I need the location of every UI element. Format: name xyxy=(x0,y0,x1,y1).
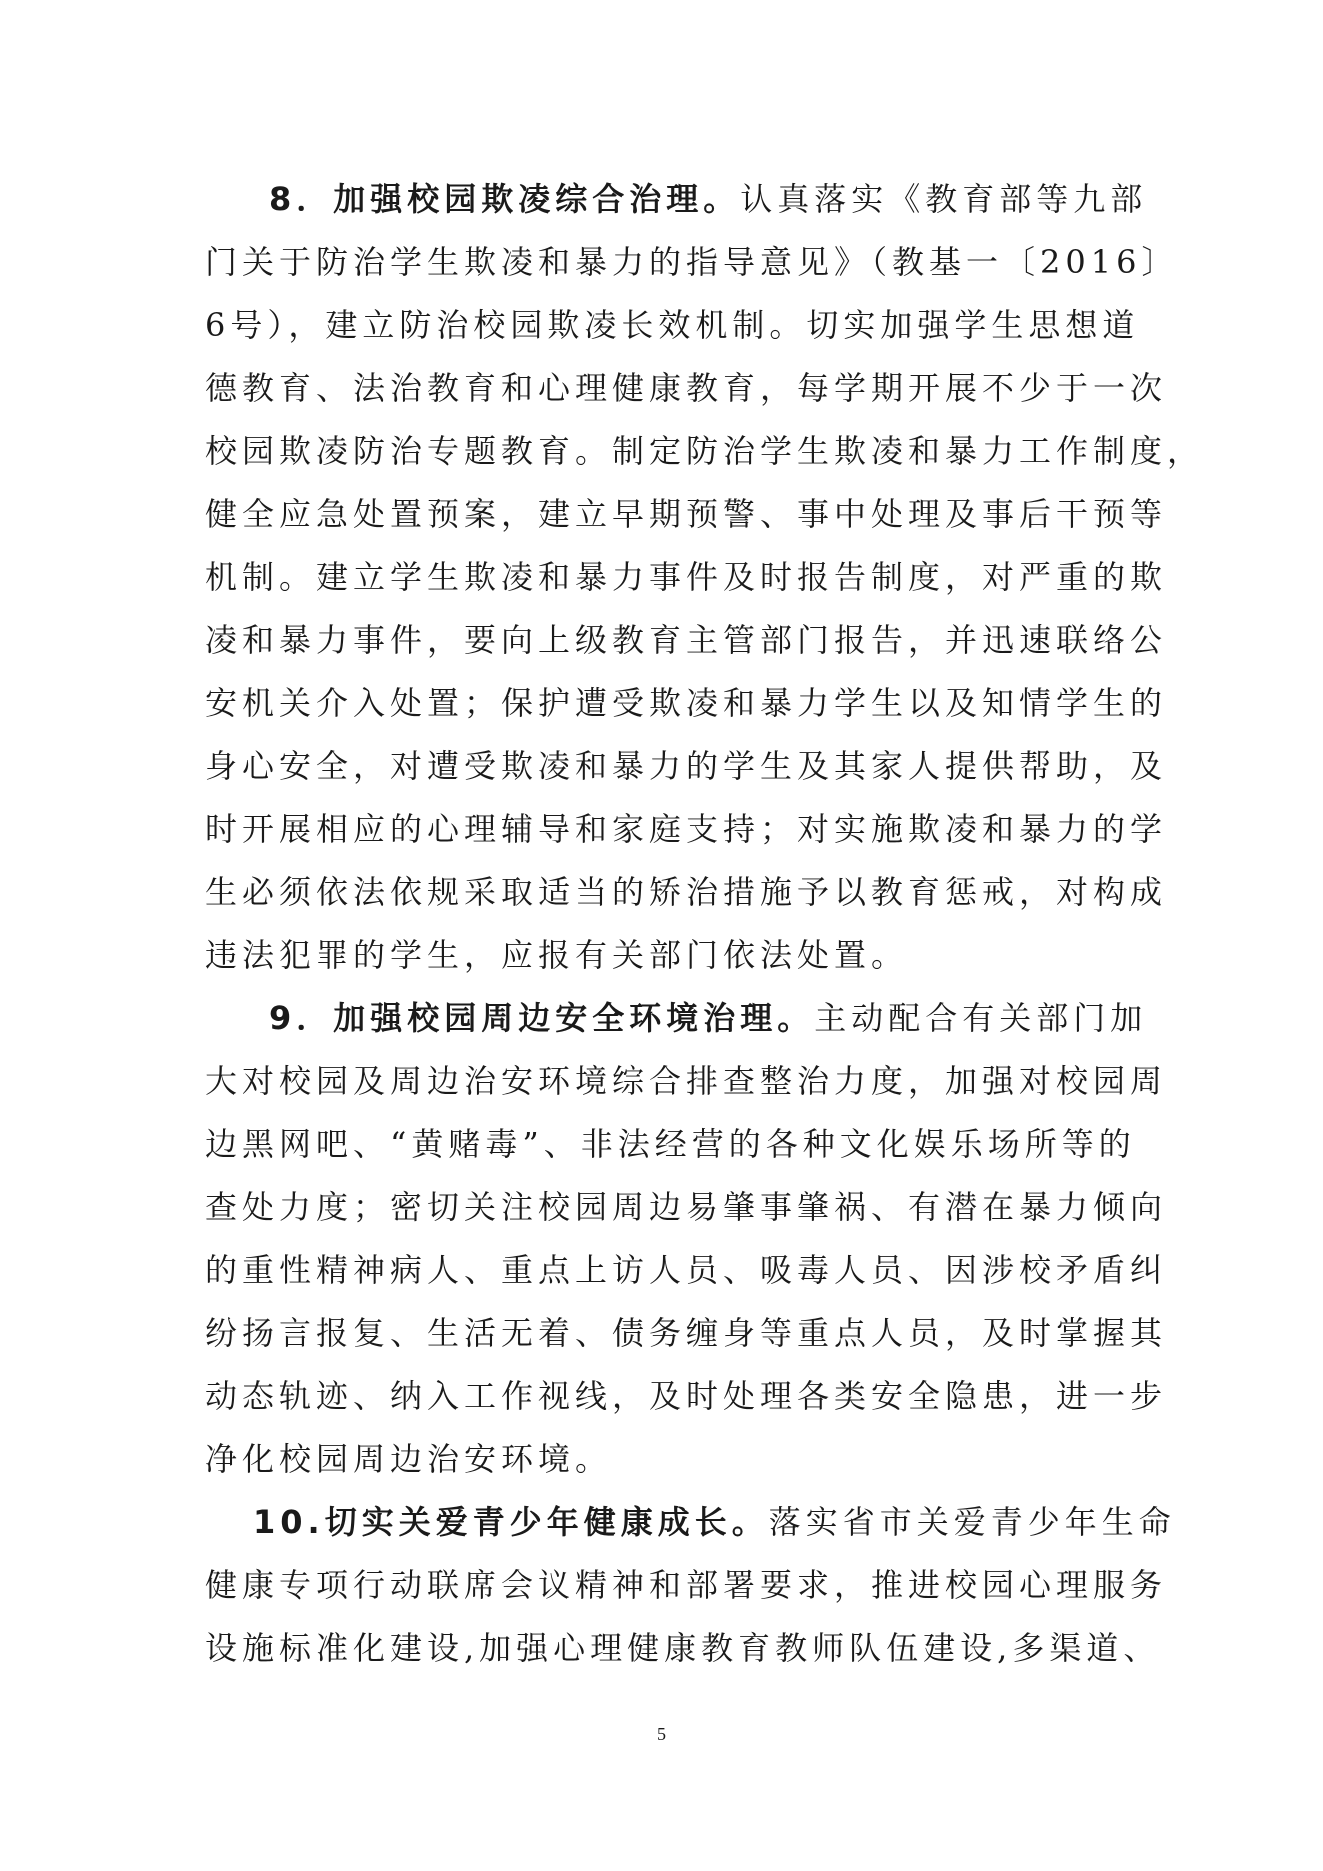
section-10-line: 健康专项行动联席会议精神和部署要求，推进校园心理服务 xyxy=(205,1566,1168,1604)
section-10-first-line xyxy=(205,1491,1176,1554)
section-10-line: 设施标准化建设,加强心理健康教育教师队伍建设,多渠道、 xyxy=(205,1629,1161,1667)
section-8-line: 违法犯罪的学生，应报有关部门依法处置。 xyxy=(205,936,909,974)
section-9-line: 边黑网吧、“黄赌毒”、非法经营的各种文化娱乐场所等的 xyxy=(205,1125,1136,1163)
section-10-heading: 10.切实关爱青少年健康成长。 xyxy=(253,1503,769,1541)
page-number: 5 xyxy=(657,1724,666,1744)
section-9-line: 大对校园及周边治安环境综合排查整治力度，加强对校园周 xyxy=(205,1062,1168,1100)
section-9-line: 动态轨迹、纳入工作视线，及时处理各类安全隐患，进一步 xyxy=(205,1377,1168,1415)
section-8-line: 机制。建立学生欺凌和暴力事件及时报告制度，对严重的欺 xyxy=(205,558,1168,596)
section-8-line: 门关于防治学生欺凌和暴力的指导意见》（教基一〔2016〕 xyxy=(205,243,1179,281)
section-8-line: 凌和暴力事件，要向上级教育主管部门报告，并迅速联络公 xyxy=(205,621,1168,659)
section-9-line: 的重性精神病人、重点上访人员、吸毒人员、因涉校矛盾纠 xyxy=(205,1251,1168,1289)
section-8-line: 健全应急处置预案，建立早期预警、事中处理及事后干预等 xyxy=(205,495,1168,533)
section-9-line: 纷扬言报复、生活无着、债务缠身等重点人员，及时掌握其 xyxy=(205,1314,1168,1352)
section-9-line: 查处力度；密切关注校园周边易肇事肇祸、有潜在暴力倾向 xyxy=(205,1188,1168,1226)
section-8-text: 认真落实《教育部等九部 xyxy=(740,180,1148,218)
section-10-text: 落实省市关爱青少年生命 xyxy=(768,1503,1176,1541)
section-9-text: 主动配合有关部门加 xyxy=(814,999,1148,1037)
section-8-heading: 8．加强校园欺凌综合治理。 xyxy=(269,180,741,218)
section-8-line: 德教育、法治教育和心理健康教育，每学期开展不少于一次 xyxy=(205,369,1168,407)
section-8-line: 生必须依法依规采取适当的矫治措施予以教育惩戒，对构成 xyxy=(205,873,1168,911)
section-9-line: 净化校园周边治安环境。 xyxy=(205,1440,613,1478)
section-8-line: 时开展相应的心理辅导和家庭支持；对实施欺凌和暴力的学 xyxy=(205,810,1168,848)
section-8-line: 安机关介入处置；保护遭受欺凌和暴力学生以及知情学生的 xyxy=(205,684,1168,722)
section-9-heading: 9．加强校园周边安全环境治理。 xyxy=(269,999,815,1037)
section-8-line: 6号），建立防治校园欺凌长效机制。切实加强学生思想道 xyxy=(205,306,1140,344)
section-8-first-line xyxy=(205,168,1148,231)
section-8-line: 身心安全，对遭受欺凌和暴力的学生及其家人提供帮助，及 xyxy=(205,747,1168,785)
section-9-first-line xyxy=(205,987,1148,1050)
section-8-line: 校园欺凌防治专题教育。制定防治学生欺凌和暴力工作制度， xyxy=(205,432,1205,470)
document-body xyxy=(205,168,1205,1680)
